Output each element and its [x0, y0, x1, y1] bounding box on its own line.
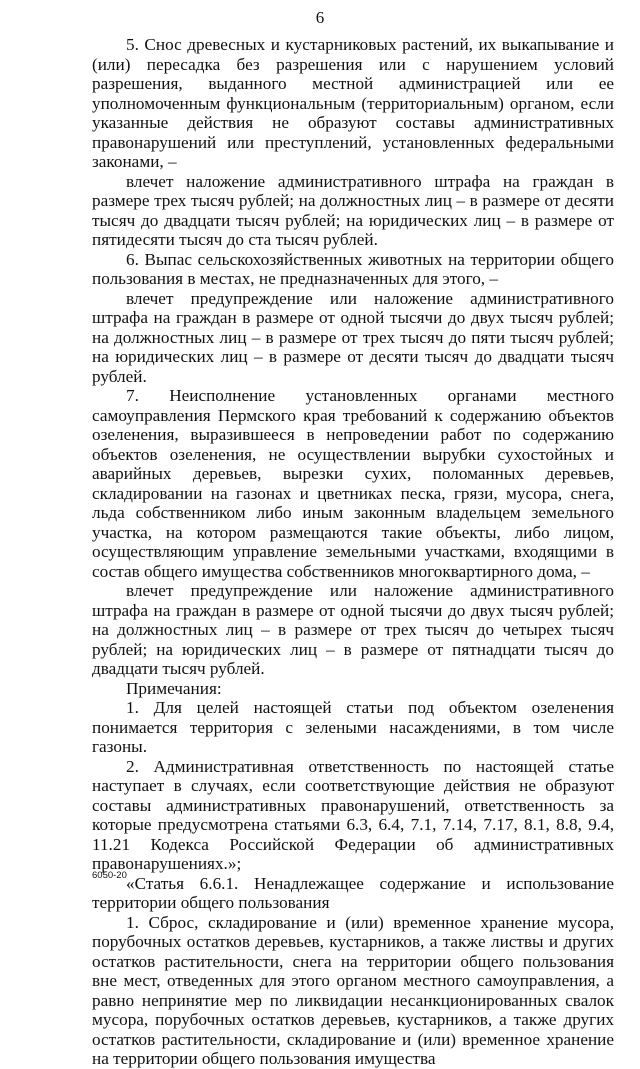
page-number: 6 — [315, 8, 325, 27]
paragraph-item-7: 7. Неисполнение установленных органами местного самоуправления Пермского края требований к содержанию объектов озеленения, выразившееся в непроведении работ по содержанию объектов озеленения, не осуществлении вырубки сухостойных и аварийных деревьев, вырезки сухих, поломанных деревьев, складировании на газонах и цветниках песка, грязи, мусора, снега, льда собственником либо иным законным владельцем земельного участка, на котором размещаются такие объекты, либо лицом, осуществляющим управление земельными участками, входящими в состав общего имущества собственников многоквартирного дома, – — [92, 386, 614, 581]
paragraph-item-6: 6. Выпас сельскохозяйственных животных на территории общего пользования в местах, не предназначенных для этого, – — [92, 249, 614, 288]
document-body — [92, 35, 614, 1069]
note-1: 1. Для целей настоящей статьи под объектом озеленения понимается территория с зелеными насаждениями, в том числе газоны. — [92, 698, 614, 756]
article-paragraph-1: 1. Сброс, складирование и (или) временное хранение мусора, порубочных остатков деревьев, кустарников, а также листвы и других остатков растительности, снега на территории общего пользования вне мест, отведенных для этого органом местного самоуправления, а равно непринятие мер по ликвидации несанкционированных свалок мусора, порубочных остатков деревьев, кустарников, а также других остатков растительности, складирование и (или) временное хранение на территории общего пользования имущества — [92, 912, 614, 1068]
paragraph-item-5-penalty: влечет наложение административного штрафа на граждан в размере трех тысяч рублей; на должностных лиц – в размере от десяти тысяч до двадцати тысяч рублей; на юридических лиц – в размере от пятидесяти тысяч до ста тысяч рублей. — [92, 171, 614, 249]
paragraph-item-6-penalty: влечет предупреждение или наложение административного штрафа на граждан в размере от одной тысячи до двух тысяч рублей; на должностных лиц – в размере от трех тысяч до пяти тысяч рублей; на юридических лиц – в размере от десяти тысяч до двадцати тысяч рублей. — [92, 288, 614, 386]
article-heading: «Статья 6.6.1. Ненадлежащее содержание и использование территории общего пользования — [92, 873, 614, 912]
notes-heading: Примечания: — [126, 678, 222, 698]
paragraph-item-7-penalty: влечет предупреждение или наложение административного штрафа на граждан в размере от одной тысячи до двух тысяч рублей; на должностных лиц – в размере от трех тысяч до четырех тысяч рублей; на юридических лиц – в размере от пятнадцати тысяч до двадцати тысяч рублей. — [92, 581, 614, 678]
footer-code: 6050-20 — [92, 870, 127, 881]
paragraph-item-5: 5. Снос древесных и кустарниковых растений, их выкапывание и (или) пересадка без разрешения или с нарушением условий разрешения, выданного местной администрацией или ее уполномоченным функциональным (территориальным) органом, если указанные действия не образуют составы административных правонарушений или преступлений, установленных федеральными законами, – — [92, 35, 614, 171]
note-2: 2. Административная ответственность по настоящей статье наступает в случаях, если соответствующие действия не образуют составы административных правонарушений, ответственность за которые предусмотрена статьями 6.3, 6.4, 7.1, 7.14, 7.17, 8.1, 8.8, 9.4, 11.21 Кодекса Российской Федерации об административных правонарушениях.»; — [92, 756, 614, 873]
